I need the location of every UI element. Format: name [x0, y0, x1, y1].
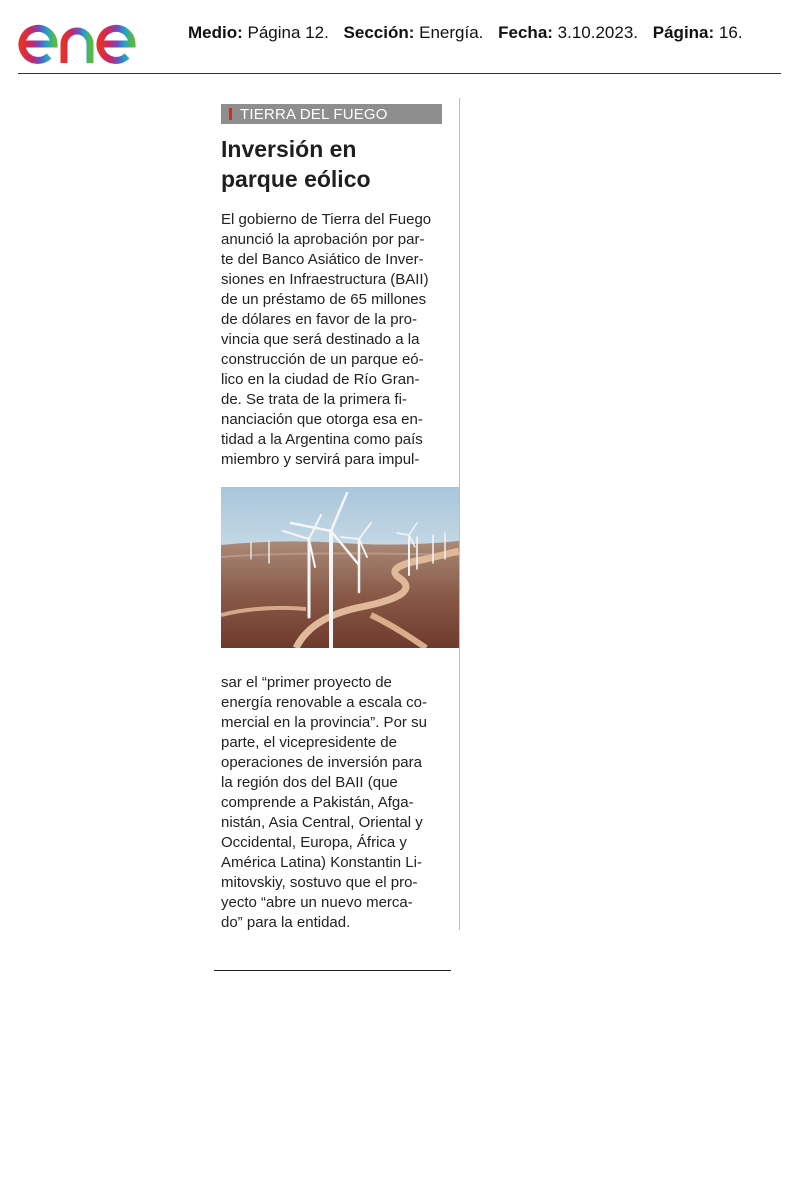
- seccion-label: Sección:: [343, 23, 415, 42]
- body-line: miembro y servirá para impul-: [221, 451, 420, 468]
- body-line: tidad a la Argentina como país: [221, 431, 423, 448]
- body-line: vincia que será destinado a la: [221, 331, 420, 348]
- fecha-label: Fecha:: [498, 23, 553, 42]
- body-line: do” para la entidad.: [221, 914, 351, 931]
- section-tag-marker: [229, 108, 232, 120]
- header-divider: [18, 73, 781, 74]
- body-line: yecto “abre un nuevo merca-: [221, 894, 413, 911]
- seccion-value: Energía.: [419, 23, 484, 42]
- body-line: energía renovable a escala co-: [221, 694, 427, 711]
- body-line: lico en la ciudad de Río Gran-: [221, 371, 420, 388]
- body-line: de un préstamo de 65 millones: [221, 291, 427, 308]
- pagina-value: 16.: [718, 23, 743, 42]
- body-line: Occidental, Europa, África y: [221, 834, 407, 851]
- section-tag-label: TIERRA DEL FUEGO: [240, 106, 388, 123]
- press-clipping-header: [0, 0, 800, 76]
- body-line: mitovskiy, sostuvo que el pro-: [221, 874, 418, 891]
- clipping-metadata: [188, 23, 743, 43]
- enel-logo: [16, 6, 182, 68]
- body-line: América Latina) Konstantin Li-: [221, 854, 422, 871]
- medio-label: Medio:: [188, 23, 243, 42]
- article-end-rule: [214, 970, 451, 971]
- body-line: nanciación que otorga esa en-: [221, 411, 423, 428]
- body-line: parte, el vicepresidente de: [221, 734, 397, 751]
- body-line: de. Se trata de la primera fi-: [221, 391, 407, 408]
- article-body-part-2: [221, 673, 457, 933]
- body-line: comprende a Pakistán, Afga-: [221, 794, 414, 811]
- body-line: operaciones de inversión para: [221, 754, 422, 771]
- body-line: El gobierno de Tierra del Fuego: [221, 211, 432, 228]
- body-line: te del Banco Asiático de Inver-: [221, 251, 424, 268]
- medio-value: Página 12.: [247, 23, 329, 42]
- article-headline: [221, 134, 456, 194]
- body-line: anunció la aprobación por par-: [221, 231, 425, 248]
- section-tag: [221, 104, 442, 124]
- wind-farm-photo: [221, 487, 459, 648]
- headline-line: Inversión en: [221, 136, 357, 162]
- column-divider: [459, 98, 460, 930]
- pagina-label: Página:: [652, 23, 715, 42]
- body-line: siones en Infraestructura (BAII): [221, 271, 429, 288]
- body-line: de dólares en favor de la pro-: [221, 311, 417, 328]
- headline-line: parque eólico: [221, 166, 371, 192]
- article-body-part-1: [221, 210, 457, 470]
- fecha-value: 3.10.2023.: [557, 23, 639, 42]
- body-line: mercial en la provincia”. Por su: [221, 714, 427, 731]
- body-line: construcción de un parque eó-: [221, 351, 424, 368]
- body-line: nistán, Asia Central, Oriental y: [221, 814, 423, 831]
- body-line: sar el “primer proyecto de: [221, 674, 392, 691]
- body-line: la región dos del BAII (que: [221, 774, 398, 791]
